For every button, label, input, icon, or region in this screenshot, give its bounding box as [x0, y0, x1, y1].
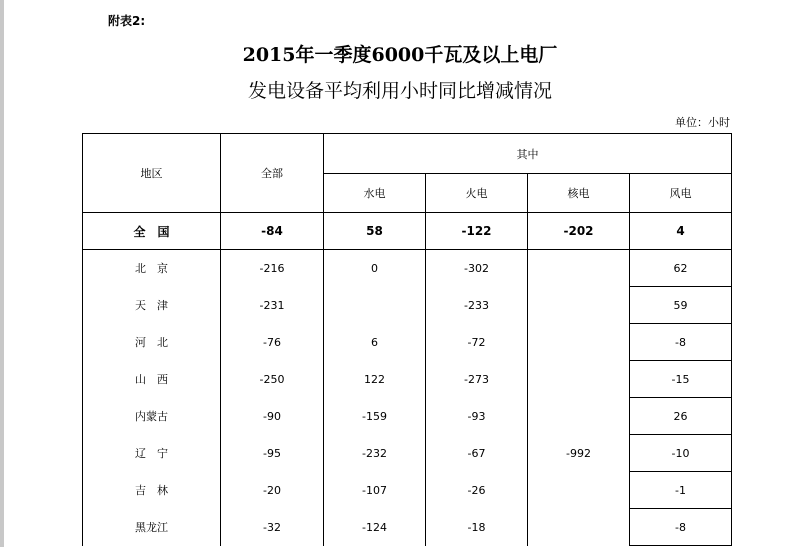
cell-wind: -1 [630, 472, 732, 509]
cell-hydro: 0 [324, 250, 426, 287]
cell-nuclear [528, 398, 630, 435]
table-row [83, 361, 732, 398]
document-title: 2015年一季度6000千瓦及以上电厂 [242, 44, 558, 66]
cell-total: -95 [221, 435, 324, 472]
cell-region: 山 西 [83, 361, 221, 398]
cell-region: 辽 宁 [83, 435, 221, 472]
cell-nuclear [528, 324, 630, 361]
cell-wind: -8 [630, 324, 732, 361]
cell-total: -231 [221, 287, 324, 324]
cell-region: 北 京 [83, 250, 221, 287]
cell-wind: -15 [630, 361, 732, 398]
cell-wind: -8 [630, 509, 732, 546]
cell-total: -32 [221, 509, 324, 546]
header-hydro: 水电 [324, 174, 426, 213]
cell-thermal: -302 [426, 250, 528, 287]
cell-nuclear: -992 [528, 435, 630, 472]
table-row [83, 287, 732, 324]
cell-wind: 4 [630, 213, 732, 250]
header-wind: 风电 [630, 174, 732, 213]
cell-hydro: 6 [324, 324, 426, 361]
cell-region: 全 国 [83, 213, 221, 250]
cell-thermal: -67 [426, 435, 528, 472]
utilization-hours-table [82, 133, 732, 546]
table-body [83, 134, 732, 546]
cell-thermal: -122 [426, 213, 528, 250]
cell-thermal: -72 [426, 324, 528, 361]
cell-thermal: -26 [426, 472, 528, 509]
cell-nuclear [528, 509, 630, 546]
cell-thermal: -18 [426, 509, 528, 546]
cell-total: -250 [221, 361, 324, 398]
cell-total: -216 [221, 250, 324, 287]
cell-thermal: -233 [426, 287, 528, 324]
cell-wind: -10 [630, 435, 732, 472]
cell-thermal: -273 [426, 361, 528, 398]
cell-total: -84 [221, 213, 324, 250]
cell-region: 内蒙古 [83, 398, 221, 435]
cell-nuclear [528, 287, 630, 324]
table-row [83, 435, 732, 472]
cell-nuclear [528, 250, 630, 287]
cell-hydro: -107 [324, 472, 426, 509]
cell-hydro: 122 [324, 361, 426, 398]
header-region: 地区 [83, 134, 221, 213]
cell-total: -90 [221, 398, 324, 435]
header-total: 全部 [221, 134, 324, 213]
table-row [83, 398, 732, 435]
table-row [83, 324, 732, 361]
cell-hydro: -232 [324, 435, 426, 472]
cell-hydro: -124 [324, 509, 426, 546]
cell-total: -76 [221, 324, 324, 361]
cell-nuclear: -202 [528, 213, 630, 250]
cell-nuclear [528, 472, 630, 509]
cell-total: -20 [221, 472, 324, 509]
cell-wind: 62 [630, 250, 732, 287]
header-group: 其中 [324, 134, 732, 174]
header-row-1 [83, 134, 732, 174]
cell-region: 吉 林 [83, 472, 221, 509]
cell-wind: 26 [630, 398, 732, 435]
cell-thermal: -93 [426, 398, 528, 435]
header-nuclear: 核电 [528, 174, 630, 213]
header-thermal: 火电 [426, 174, 528, 213]
cell-hydro: -159 [324, 398, 426, 435]
cell-region: 黑龙江 [83, 509, 221, 546]
attachment-label: 附表2: [108, 14, 146, 28]
cell-nuclear [528, 361, 630, 398]
table-row [83, 472, 732, 509]
cell-region: 天 津 [83, 287, 221, 324]
table-row [83, 250, 732, 287]
cell-hydro [324, 287, 426, 324]
unit-label: 单位：小时 [675, 116, 730, 129]
cell-region: 河 北 [83, 324, 221, 361]
document-subtitle: 发电设备平均利用小时同比增减情况 [247, 80, 552, 102]
cell-hydro: 58 [324, 213, 426, 250]
table-row-national [83, 213, 732, 250]
cell-wind: 59 [630, 287, 732, 324]
table-row [83, 509, 732, 546]
